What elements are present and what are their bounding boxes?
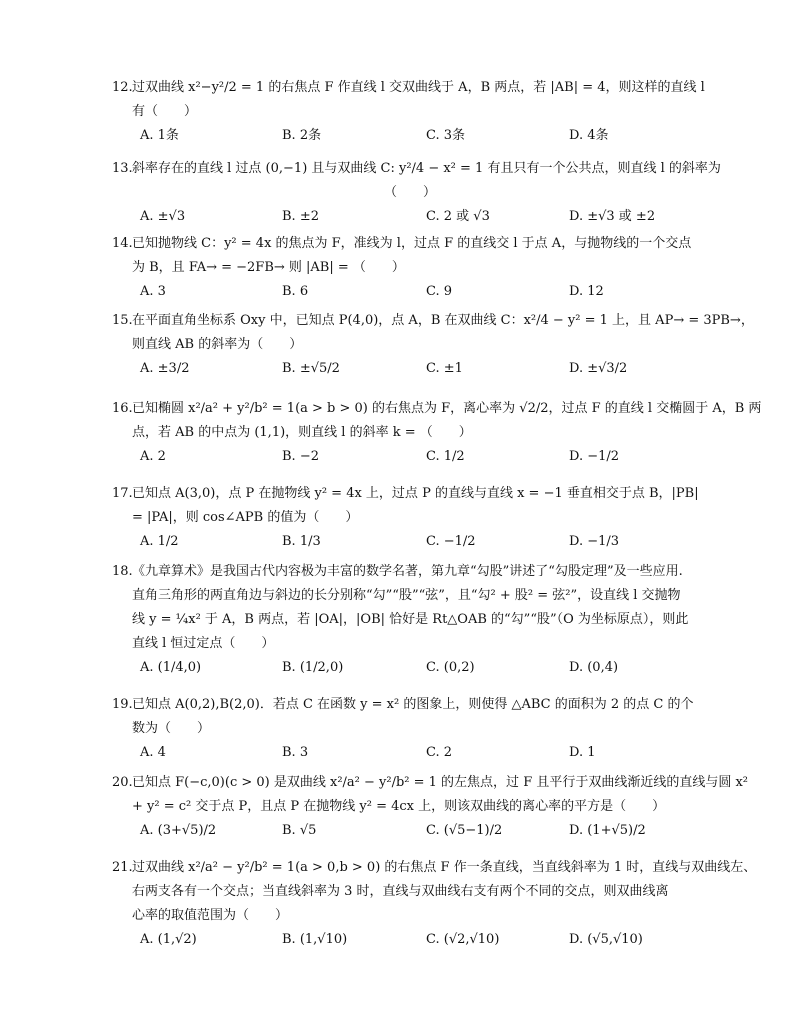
option-row bbox=[140, 280, 712, 304]
question-text-line: 直角三角形的两直角边与斜边的长分别称“勾”“股”“弦”，且“勾² + 股² = 弦²”，设直线 l 交抛物 bbox=[132, 588, 681, 603]
option-c[interactable]: C. 9 bbox=[426, 284, 453, 299]
question-14 bbox=[112, 232, 712, 304]
question-number: 21. bbox=[112, 860, 133, 875]
option-c[interactable]: C. 2 bbox=[426, 745, 453, 760]
option-d[interactable]: D. (0,4) bbox=[569, 660, 619, 675]
option-d[interactable]: D. ±√3 或 ±2 bbox=[569, 209, 656, 224]
option-row bbox=[140, 928, 712, 952]
option-row bbox=[140, 656, 712, 680]
option-b[interactable]: B. (1/2,0) bbox=[282, 660, 344, 675]
question-number: 14. bbox=[112, 236, 133, 251]
option-a[interactable]: A. (3+√5)/2 bbox=[140, 823, 217, 838]
question-text-line: 已知点 F(−c,0)(c > 0) 是双曲线 x²/a² − y²/b² = 1 的左焦点，过 F 且平行于双曲线渐近线的直线与圆 x² bbox=[132, 775, 749, 790]
question-text-line: 右两支各有一个交点；当直线斜率为 3 时，直线与双曲线右支有两个不同的交点，则双曲线离 bbox=[132, 884, 669, 899]
option-b[interactable]: B. ±√5/2 bbox=[282, 361, 340, 376]
question-number: 18. bbox=[112, 564, 133, 579]
question-text-line: 有（ ） bbox=[132, 104, 198, 119]
question-text-line: 《九章算术》是我国古代内容极为丰富的数学名著，第九章“勾股”讲述了“勾股定理”及一些应用. bbox=[132, 564, 683, 579]
option-d[interactable]: D. −1/3 bbox=[569, 534, 620, 549]
question-text-line: 在平面直角坐标系 Oxy 中，已知点 P(4,0)，点 A，B 在双曲线 C：x²/4 − y² = 1 上，且 AP→ = 3PB→， bbox=[132, 313, 754, 328]
option-d[interactable]: D. 12 bbox=[569, 284, 604, 299]
question-21 bbox=[112, 856, 757, 952]
question-17 bbox=[112, 482, 712, 554]
question-text-line: 已知点 A(0,2),B(2,0)．若点 C 在函数 y = x² 的图象上，则使得 △ABC 的面积为 2 的点 C 的个 bbox=[132, 697, 694, 712]
question-text-line: 心率的取值范围为（ ） bbox=[132, 908, 289, 923]
option-row bbox=[140, 357, 712, 381]
question-text-line: 已知点 A(3,0)，点 P 在抛物线 y² = 4x 上，过点 P 的直线与直线 x = −1 垂直相交于点 B，|PB| bbox=[132, 486, 699, 501]
option-d[interactable]: D. −1/2 bbox=[569, 449, 620, 464]
option-row bbox=[140, 124, 712, 148]
question-13 bbox=[112, 157, 721, 229]
question-text-line: 线 y = ¼x² 于 A，B 两点，若 |OA|，|OB| 恰好是 Rt△OAB 的“勾”“股”（O 为坐标原点），则此 bbox=[132, 612, 689, 627]
option-b[interactable]: B. 1/3 bbox=[282, 534, 321, 549]
question-text-line: 为 B，且 FA→ = −2FB→ 则 |AB| = （ ） bbox=[132, 260, 405, 275]
option-c[interactable]: C. 3条 bbox=[426, 128, 466, 143]
option-a[interactable]: A. ±√3 bbox=[140, 209, 186, 224]
option-a[interactable]: A. ±3/2 bbox=[140, 361, 190, 376]
question-text-line: = |PA|，则 cos∠APB 的值为（ ） bbox=[132, 510, 359, 525]
option-b[interactable]: B. 6 bbox=[282, 284, 309, 299]
question-text-line: （ ） bbox=[384, 185, 437, 200]
question-19 bbox=[112, 693, 712, 765]
option-a[interactable]: A. 3 bbox=[140, 284, 166, 299]
question-text-line: 已知椭圆 x²/a² + y²/b² = 1(a > b > 0) 的右焦点为 F，离心率为 √2/2，过点 F 的直线 l 交椭圆于 A，B 两 bbox=[132, 401, 762, 416]
option-b[interactable]: B. 2条 bbox=[282, 128, 322, 143]
option-b[interactable]: B. ±2 bbox=[282, 209, 319, 224]
option-row bbox=[140, 741, 712, 765]
option-c[interactable]: C. −1/2 bbox=[426, 534, 476, 549]
option-a[interactable]: A. 1条 bbox=[140, 128, 179, 143]
option-d[interactable]: D. 1 bbox=[569, 745, 596, 760]
question-number: 17. bbox=[112, 486, 133, 501]
question-text-line: 已知抛物线 C：y² = 4x 的焦点为 F，准线为 l，过点 F 的直线交 l 于点 A，与抛物线的一个交点 bbox=[132, 236, 692, 251]
question-number: 13. bbox=[112, 161, 133, 176]
question-number: 20. bbox=[112, 775, 133, 790]
question-number: 12. bbox=[112, 80, 133, 95]
option-d[interactable]: D. 4条 bbox=[569, 128, 609, 143]
option-c[interactable]: C. ±1 bbox=[426, 361, 463, 376]
option-c[interactable]: C. 1/2 bbox=[426, 449, 465, 464]
question-text-line: 过双曲线 x²−y²/2 = 1 的右焦点 F 作直线 l 交双曲线于 A，B 两点，若 |AB| = 4，则这样的直线 l bbox=[132, 80, 705, 95]
question-16 bbox=[112, 397, 762, 469]
option-row bbox=[140, 819, 712, 843]
option-c[interactable]: C. (√5−1)/2 bbox=[426, 823, 503, 838]
option-a[interactable]: A. (1,√2) bbox=[140, 932, 197, 947]
question-text-line: 斜率存在的直线 l 过点 (0,−1) 且与双曲线 C: y²/4 − x² = 1 有且只有一个公共点，则直线 l 的斜率为 bbox=[132, 161, 721, 176]
option-b[interactable]: B. −2 bbox=[282, 449, 319, 464]
option-a[interactable]: A. (1/4,0) bbox=[140, 660, 202, 675]
question-number: 15. bbox=[112, 313, 133, 328]
option-a[interactable]: A. 2 bbox=[140, 449, 166, 464]
question-text-line: 点，若 AB 的中点为 (1,1)，则直线 l 的斜率 k = （ ） bbox=[132, 425, 472, 440]
option-b[interactable]: B. √5 bbox=[282, 823, 317, 838]
option-d[interactable]: D. (1+√5)/2 bbox=[569, 823, 646, 838]
option-c[interactable]: C. 2 或 √3 bbox=[426, 209, 490, 224]
option-b[interactable]: B. (1,√10) bbox=[282, 932, 348, 947]
question-number: 19. bbox=[112, 697, 133, 712]
option-d[interactable]: D. (√5,√10) bbox=[569, 932, 643, 947]
option-b[interactable]: B. 3 bbox=[282, 745, 309, 760]
option-d[interactable]: D. ±√3/2 bbox=[569, 361, 628, 376]
question-15 bbox=[112, 309, 754, 381]
option-a[interactable]: A. 1/2 bbox=[140, 534, 179, 549]
option-a[interactable]: A. 4 bbox=[140, 745, 166, 760]
question-12 bbox=[112, 76, 712, 148]
question-text-line: 数为（ ） bbox=[132, 721, 211, 736]
question-18 bbox=[112, 560, 712, 680]
option-c[interactable]: C. (0,2) bbox=[426, 660, 475, 675]
question-number: 16. bbox=[112, 401, 133, 416]
option-row bbox=[140, 530, 712, 554]
question-text-line: 则直线 AB 的斜率为（ ） bbox=[132, 337, 303, 352]
question-text-line: 过双曲线 x²/a² − y²/b² = 1(a > 0,b > 0) 的右焦点 F 作一条直线，当直线斜率为 1 时，直线与双曲线左、 bbox=[132, 860, 757, 875]
question-20 bbox=[112, 771, 749, 843]
question-text-line: + y² = c² 交于点 P，且点 P 在抛物线 y² = 4cx 上，则该双曲线的离心率的平方是（ ） bbox=[132, 799, 666, 814]
option-row bbox=[140, 445, 712, 469]
option-c[interactable]: C. (√2,√10) bbox=[426, 932, 500, 947]
question-text-line: 直线 l 恒过定点（ ） bbox=[132, 636, 275, 651]
option-row bbox=[140, 205, 712, 229]
